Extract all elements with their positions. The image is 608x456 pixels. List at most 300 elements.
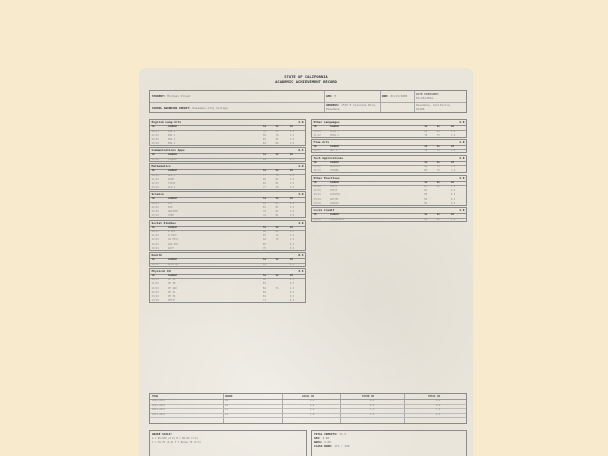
header-yr: YR [313,144,317,148]
course-year: 22/23 [151,286,159,290]
course-cr: 0.5 [289,282,295,286]
section-name: Science [151,192,164,197]
course-s1: 78 [424,133,428,137]
course-name: HLTH ED [168,262,179,266]
course-year: 23/24 [151,246,159,250]
header-cr: CR [289,225,293,229]
course-cr: 0.5 [289,246,295,250]
course-s1: B4 [263,286,266,290]
course-section [149,147,306,162]
course-name: CHEM [168,214,174,218]
course-row [150,247,305,251]
course-cr: 1.0 [450,165,456,169]
course-name: BIO [168,205,173,209]
course-cr: 1.0 [289,129,295,133]
section-credits: 2.0 [459,155,465,160]
course-s2: 79 [275,286,279,290]
course-cr: 1.0 [289,238,295,242]
section-credits: 4.0 [298,192,304,197]
section-credits: 0.5 [298,253,304,258]
course-row [150,186,305,190]
course-s2: B3 [436,217,440,221]
header-s2: S2 [275,169,279,172]
header-yr: YR [151,225,155,229]
course-section [149,119,306,146]
summary-state-cr: 8.0 [370,399,375,402]
course-name: SPAN 1 [330,129,339,133]
summary-state-cr: 8.5 [370,403,375,407]
course-s1: B1 [263,137,266,141]
course-s1: B1 [263,295,266,299]
course-name: GOV-ECO [168,242,179,246]
address-field: ADDRESS: 1570 E Colorado Blvd, [326,103,377,107]
course-s2: B1 [275,181,279,185]
course-s1: 80 [263,133,266,137]
grade-scale-line2: C = 70-79 (2.0) F = Below 70 (0.0) [152,440,201,444]
course-name: PE 2AB [168,286,177,290]
header-cr: CR [289,197,293,201]
course-year: 20/21 [151,201,159,205]
grade-scale-line1: A = 90-100 (4.0) B = 80-89 (3.0) [152,437,199,440]
header-cr: CR [289,273,293,277]
course-s2: 78 [436,165,440,169]
course-name: COMAPP [168,157,177,161]
course-section [149,220,306,251]
course-cr: 0.5 [450,189,456,193]
section-name: Other Languages [313,120,340,124]
course-year: 23/24 [313,197,321,201]
course-year: 22/23 [151,290,159,294]
course-s1: 84 [263,238,266,242]
course-s1: B1 [263,181,266,185]
header-course: COURSE [330,144,340,148]
course-section [311,139,467,154]
header-s2: S2 [275,197,279,201]
section-name: Communications Apps [151,148,185,153]
course-name: PE 3B [168,295,176,299]
course-cr: 1.0 [450,217,456,221]
section-name: Health [151,253,162,258]
course-s2: 74 [275,234,279,238]
wgpa-field: WGPA: 2.60 [314,440,331,444]
course-s1: B1 [263,142,266,146]
course-section [311,119,467,138]
course-year: 22/23 [151,210,159,214]
course-name: YEARBK [330,169,339,173]
section-name: Tech Applications [313,155,344,160]
course-row [312,149,466,153]
course-s2: B1 [436,185,440,188]
course-name: LEADTR1 [330,193,341,197]
course-year: 23/24 [313,217,321,221]
header-course: COURSE [168,169,178,172]
course-cr: 0.5 [450,197,456,201]
header-s2: S2 [275,153,279,157]
course-cr: 1.0 [289,173,295,177]
course-year: 21/22 [151,177,159,181]
course-cr: 0.5 [289,278,295,282]
course-s2: 78 [275,173,279,177]
course-name: GEOM [168,177,174,181]
course-year: 23/24 [151,242,159,246]
header-cr: CR [289,169,293,172]
course-year: 23/24 [151,299,159,303]
section-name: Social Studies [151,220,176,225]
course-name: ARCTEC [330,197,339,201]
course-s1: B5 [424,169,428,173]
course-section [149,191,306,218]
course-s1: B1 [263,201,266,205]
student-name-field: STUDENT: Michael Oliver [152,94,191,98]
section-name: Mathematics [151,164,171,168]
course-s1: 76 [263,214,266,218]
course-cr: 1.0 [289,201,295,205]
course-cr: 0.5 [450,201,456,205]
header-course: COURSE [330,125,340,128]
header-course: COURSE [168,225,178,229]
course-name: PE 1A [168,278,176,282]
course-year: 22/23 [151,238,159,242]
header-cr: CR [450,180,454,184]
student-info-box [149,90,467,113]
header-course: COURSE [168,273,178,277]
course-s2: B1 [275,205,279,209]
course-s1: B1 [263,290,266,294]
course-row [150,158,305,162]
course-s2: 79 [436,169,440,173]
course-name: PE 1B [168,282,176,286]
section-credits: 3.5 [298,268,304,273]
course-name: W HIST [168,234,177,238]
course-cr: 1.0 [450,169,456,173]
course-s1: 78 [263,129,266,133]
course-year: 21/22 [313,165,321,169]
city-line2: 91106 [416,107,425,111]
header-yr: YR [151,125,155,128]
course-name: STATS [168,181,176,185]
header-s2: S2 [436,125,440,128]
header-course: COURSE [330,160,340,164]
course-row [312,134,466,138]
header-s1: S1 [424,125,428,128]
course-year: 20/21 [151,278,159,282]
header-s2: S2 [275,258,279,262]
course-year: 23/24 [151,295,159,299]
course-name: ALG 1 [168,173,176,177]
header-cr: CR [450,160,454,164]
course-name: JROTC [330,185,338,188]
course-name: ENG 2 [168,133,176,137]
course-year: 20/21 [151,230,159,234]
header-s2: S2 [275,225,279,229]
address-line2: Pasadena [326,107,340,111]
course-s2: B0 [275,230,279,234]
course-cr: 0.5 [289,295,295,299]
course-name: ENG 3 [168,137,176,141]
header-s1: S1 [424,160,428,164]
course-year: 21/22 [151,205,159,209]
summary-local-cr: 0.0 [310,399,315,402]
course-name: SPAN 2 [330,133,339,137]
course-s1: 77 [263,186,266,190]
city-line1: Pasadena, California [416,103,450,107]
header-yr: YR [313,125,317,128]
header-yr: YR [151,153,155,157]
course-section [311,175,467,206]
course-s1: B4 [424,201,428,205]
course-year: 22/23 [313,169,321,173]
course-s1: 84 [424,165,428,169]
grade-scale-box [149,430,307,456]
course-section [149,163,306,190]
course-cr: 1.0 [289,214,295,218]
date-prepared-label: DATE PREPARED: [416,91,440,96]
header-s2: S2 [275,273,279,277]
gender-field: GEN: M [326,94,337,98]
header-course: COURSE [168,125,178,128]
course-s1: B0 [424,217,428,221]
course-year: 20/21 [151,129,159,133]
course-s2: 79 [275,238,279,242]
course-name: PEFIT [168,299,176,303]
section-credits: 0.5 [298,148,304,153]
header-s1: S1 [424,144,428,148]
course-year: 21/22 [151,133,159,137]
document-subtitle: ACADEMIC ACHIEVEMENT RECORD [275,78,337,84]
course-section [311,155,467,174]
summary-grade: 12 [225,412,228,416]
section-credits: 1.0 [459,208,465,212]
course-name: LEADSHIP11 [330,217,345,221]
summary-year: 2022-2023 [152,408,165,411]
course-year: 22/23 [313,193,321,197]
totals-box [311,430,467,456]
header-yr: YR [313,180,317,184]
course-s2: B7 [275,210,279,214]
summary-total-cr: 7.5 [436,408,441,411]
course-s2: B1 [436,129,440,133]
summary-state-cr: 7.5 [370,408,375,411]
summary-total-cr: 8.0 [436,399,441,402]
course-cr: 1.0 [450,149,456,153]
header-s1: S1 [424,180,428,184]
section-credits: 1.0 [459,139,465,144]
course-s1: B1 [263,262,266,266]
summary-local-cr: 1.0 [310,412,315,416]
course-year: 22/23 [151,137,159,141]
header-s2: S2 [275,125,279,128]
header-s2: S2 [436,144,440,148]
course-s1: B7 [263,234,266,238]
course-s2: B3 [275,201,279,205]
section-name: Physical Ed [151,268,171,273]
course-year: 23/24 [151,142,159,146]
dob-field: DOB: 01/13/2005 [382,94,408,98]
course-year: 20/21 [151,173,159,177]
header-yr: YR [151,197,155,201]
summary-grade: 11 [225,408,228,411]
course-year: 22/23 [151,181,159,185]
summary-year: 2021-2022 [152,403,165,407]
course-s2: 85 [275,137,279,141]
summary-grade: 09 [225,399,228,402]
summary-local-cr: 0.0 [310,408,315,411]
course-s1: 79 [263,210,266,214]
course-s1: B0 [424,193,428,197]
course-s1: 75 [263,246,266,250]
header-s1: S1 [263,258,267,262]
course-s2: 76 [436,149,440,153]
header-course: COURSE [168,153,178,157]
header-cr: CR [289,125,293,128]
section-credits: 2.0 [459,120,465,124]
course-s1: 77 [263,173,266,177]
course-cr: 1.0 [289,177,295,181]
course-year: 23/24 [151,214,159,218]
grade-scale-label: GRADE SCALE: [152,432,173,436]
course-year: 21/22 [313,185,321,188]
summary-state-cr: 3.5 [370,412,375,416]
credit-summary-table [149,393,467,424]
course-name: RTADAA [330,201,339,205]
course-year: 23/24 [151,186,159,190]
course-year: 22/23 [313,189,321,193]
course-cr: 0.5 [289,262,295,266]
course-year: 23/24 [313,201,321,205]
section-credits: 4.0 [298,220,304,225]
course-s2: 79 [275,133,279,137]
course-cr: 1.0 [289,205,295,209]
course-name: ENG 1 [168,129,176,133]
course-name: ART 1 [330,149,338,153]
course-cr: 0.5 [289,157,295,161]
header-yr: YR [151,273,155,277]
header-s1: S1 [263,197,267,201]
header-s1: S1 [263,153,267,157]
course-year: 21/22 [151,234,159,238]
header-yr: YR [313,160,317,164]
course-cr: 1.0 [289,234,295,238]
summary-header-local: LOCAL CR [302,395,315,398]
course-s1: 78 [424,149,428,153]
course-year: 21/22 [151,262,159,266]
course-s2: B3 [275,129,279,133]
class-rank-field: CLASS RANK: 171 / 340 [314,444,350,448]
course-name: W GEO [168,230,176,234]
course-name: US HIST [168,238,179,242]
course-year: 21/22 [151,282,159,286]
header-s1: S1 [424,213,428,216]
course-s1: B1 [263,205,266,209]
summary-year: 2023-2024 [152,412,165,416]
summary-header-total: TOTAL CR [428,395,441,398]
course-name: PE 3A [168,290,176,294]
course-s2: B3 [275,177,279,181]
summary-year: 2020-2021 [152,399,165,402]
header-cr: CR [450,125,454,128]
course-name: ENG 4 [168,142,176,146]
course-row [150,263,305,267]
course-s2: B1 [275,214,279,218]
header-course: COURSE [168,197,178,201]
course-row [150,299,305,303]
course-s1: B1 [424,189,428,193]
header-s1: S1 [263,125,267,128]
header-s1: S1 [263,169,267,172]
school-field: SCHOOL AWARDING CREDIT: Pasadena City College [152,105,228,110]
section-name: Local Credit [313,208,335,212]
summary-header-year: YEAR [152,395,159,398]
summary-row [150,413,466,419]
summary-grade: 10 [225,403,228,407]
header-s2: S2 [436,213,440,216]
course-year: 20/21 [313,129,321,133]
course-row [312,202,466,206]
header-s1: S1 [263,273,267,277]
course-cr: 1.0 [289,142,295,146]
course-section [311,207,467,222]
course-name: IPC [168,201,173,205]
course-s2: 78 [275,186,279,190]
summary-total-cr: 8.5 [436,403,441,407]
section-name: English Lang Arts [151,120,182,124]
section-name: Fine Arts [313,139,330,144]
course-s1: B5 [263,242,266,246]
course-s1: B0 [263,177,266,181]
course-s1: 71 [263,299,266,303]
course-cr: 1.0 [450,185,456,188]
course-year: 21/22 [151,157,159,161]
course-cr: 1.0 [289,230,295,234]
gpa-field: GPA: 2.60 [314,436,330,440]
course-cr: 1.0 [450,129,456,133]
course-s1: B1 [263,157,266,161]
course-name: PSYCH [330,189,338,193]
course-cr: 1.0 [289,137,295,141]
course-name: ANATOMY [168,210,179,214]
summary-total-cr: 4.5 [436,412,441,416]
date-prepared-value: 05/28/2024 [416,95,433,100]
header-yr: YR [151,169,155,172]
summary-header-grade: GRADE [225,395,233,398]
course-section [149,268,306,304]
header-yr: YR [313,213,317,216]
header-course: COURSE [168,258,178,262]
course-cr: 0.5 [289,299,295,303]
header-cr: CR [450,213,454,216]
course-name: GOVT [168,246,174,250]
course-s1: B0 [263,230,266,234]
course-year: 21/22 [313,133,321,137]
course-name: BUSCMPS [330,165,341,169]
course-cr: 1.0 [450,133,456,137]
course-cr: 1.0 [289,133,295,137]
course-cr: 1.0 [289,210,295,214]
course-s1: B0 [263,278,266,282]
header-course: COURSE [330,180,340,184]
header-s1: S1 [263,225,267,229]
course-s1: B0 [424,129,428,133]
header-s2: S2 [436,160,440,164]
course-section [149,252,306,267]
course-s1: B7 [424,185,428,188]
course-cr: 0.5 [289,242,295,246]
header-cr: CR [450,144,454,148]
course-row [150,214,305,218]
section-credits: 4.0 [298,164,304,168]
course-row [312,218,466,222]
course-cr: 0.5 [289,290,295,294]
